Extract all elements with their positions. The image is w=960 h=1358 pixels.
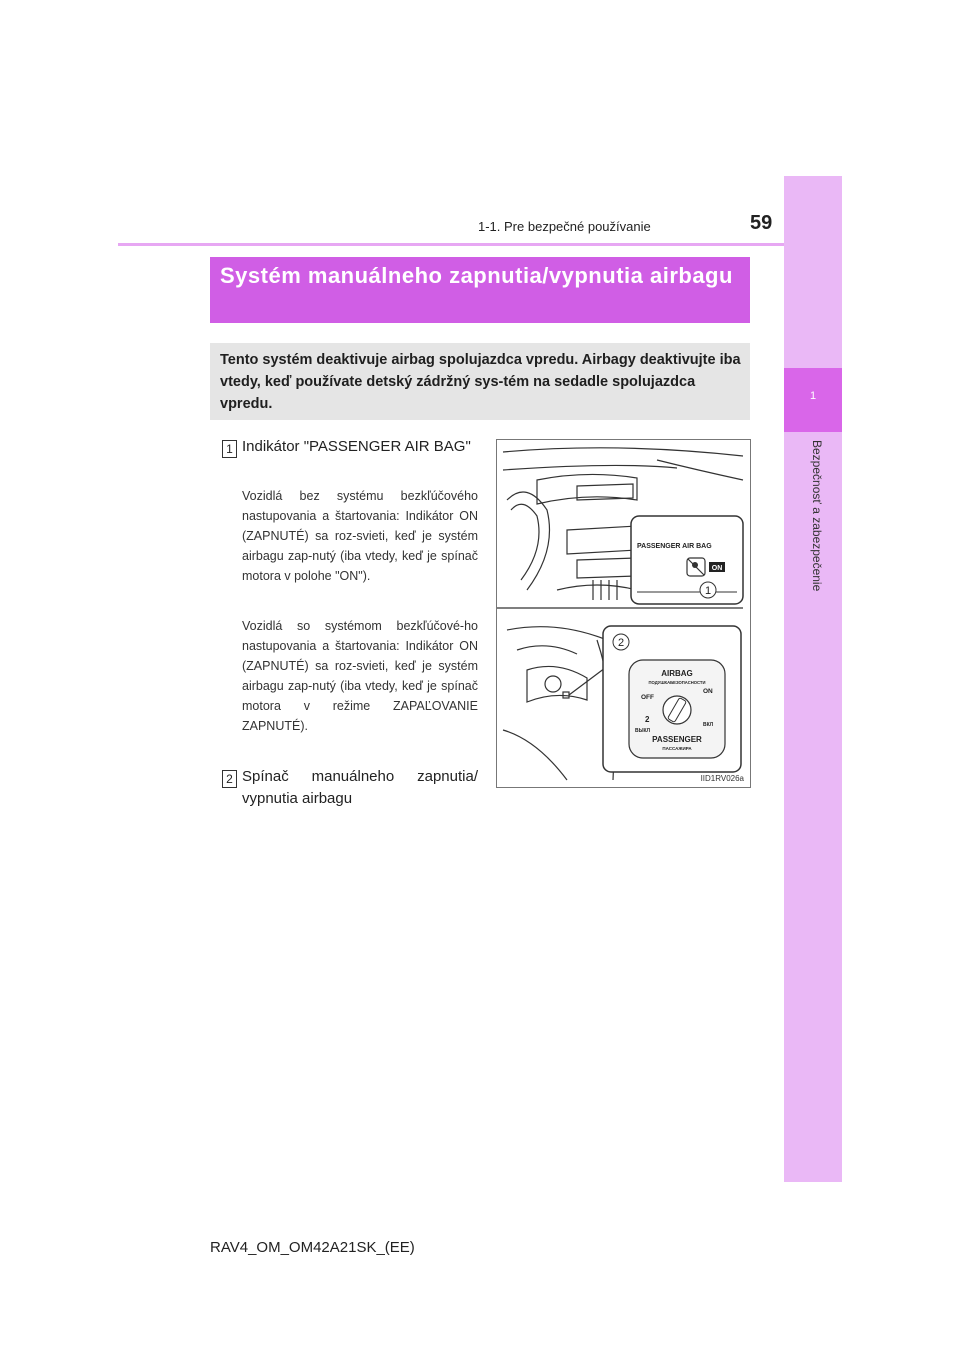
switch-seat-number: 2 (645, 715, 650, 724)
switch-passenger-ru-label: ПАССАЖИРА (662, 746, 692, 751)
callout-1-label: PASSENGER AIR BAG (637, 543, 712, 550)
chapter-title: Bezpečnosť a zabezpečenie (810, 440, 824, 592)
figure-code: IID1RV026a (700, 774, 744, 783)
on-badge-text: ON (711, 565, 723, 572)
item-2-label: Spínač manuálneho zapnutia/ vypnutia airbagu (242, 768, 478, 807)
info-text: Tento systém deaktivuje airbag spolujazdca vpredu. Airbagy deaktivujte iba vtedy, keď používate detský zádržný sys-tém na sedadle spolujazdca vpredu. (220, 352, 741, 412)
switch-off-label: OFF (641, 694, 654, 701)
info-box (210, 343, 750, 420)
key-slot-icon (663, 696, 691, 724)
item-1-number: 1 (222, 440, 237, 458)
section-heading-box (210, 257, 750, 323)
chapter-side-tab (784, 176, 842, 1182)
switch-on-label: ON (703, 688, 713, 695)
page-number: 59 (750, 212, 773, 234)
item-1-paragraph-1: Vozidlá bez systému bezkľúčového nastupovania a štartovania: Indikátor ON (ZAPNUTÉ) sa roz-svieti, keď je systém airbagu zap-nutý (iba vtedy, keď je spínač motora v polohe "ON"). (242, 489, 478, 583)
header-rule (118, 243, 784, 246)
callout-1-number: 1 (704, 585, 712, 597)
document-code: RAV4_OM_OM42A21SK_(EE) (210, 1239, 415, 1256)
chapter-number: 1 (809, 390, 817, 402)
section-title: 1-1. Pre bezpečné používanie (478, 219, 651, 234)
item-1-label: Indikátor "PASSENGER AIR BAG" (242, 438, 471, 455)
dashboard-illustration (496, 439, 751, 788)
switch-airbag-label: AIRBAG (661, 669, 693, 678)
switch-off-ru-label: ВЫКЛ (635, 728, 651, 734)
switch-on-ru-label: ВКЛ (703, 722, 714, 728)
passenger-icon (692, 562, 698, 568)
switch-airbag-ru-label: ПОДУШКАБЕЗОПАСНОСТИ (648, 680, 706, 685)
callout-2-number: 2 (617, 637, 625, 649)
section-heading: Systém manuálneho zapnutia/vypnutia airbagu (220, 263, 733, 288)
item-2-number: 2 (222, 770, 237, 788)
item-1-paragraph-2: Vozidlá so systémom bezkľúčové-ho nastupovania a štartovania: Indikátor ON (ZAPNUTÉ) sa roz-svieti, keď je systém airbagu zap-nutý (iba vtedy, keď je spínač motora v režime ZAPAĽOVANIE ZAPNUTÉ). (242, 619, 478, 733)
switch-passenger-label: PASSENGER (652, 735, 702, 744)
dashboard-drawing (497, 440, 750, 787)
